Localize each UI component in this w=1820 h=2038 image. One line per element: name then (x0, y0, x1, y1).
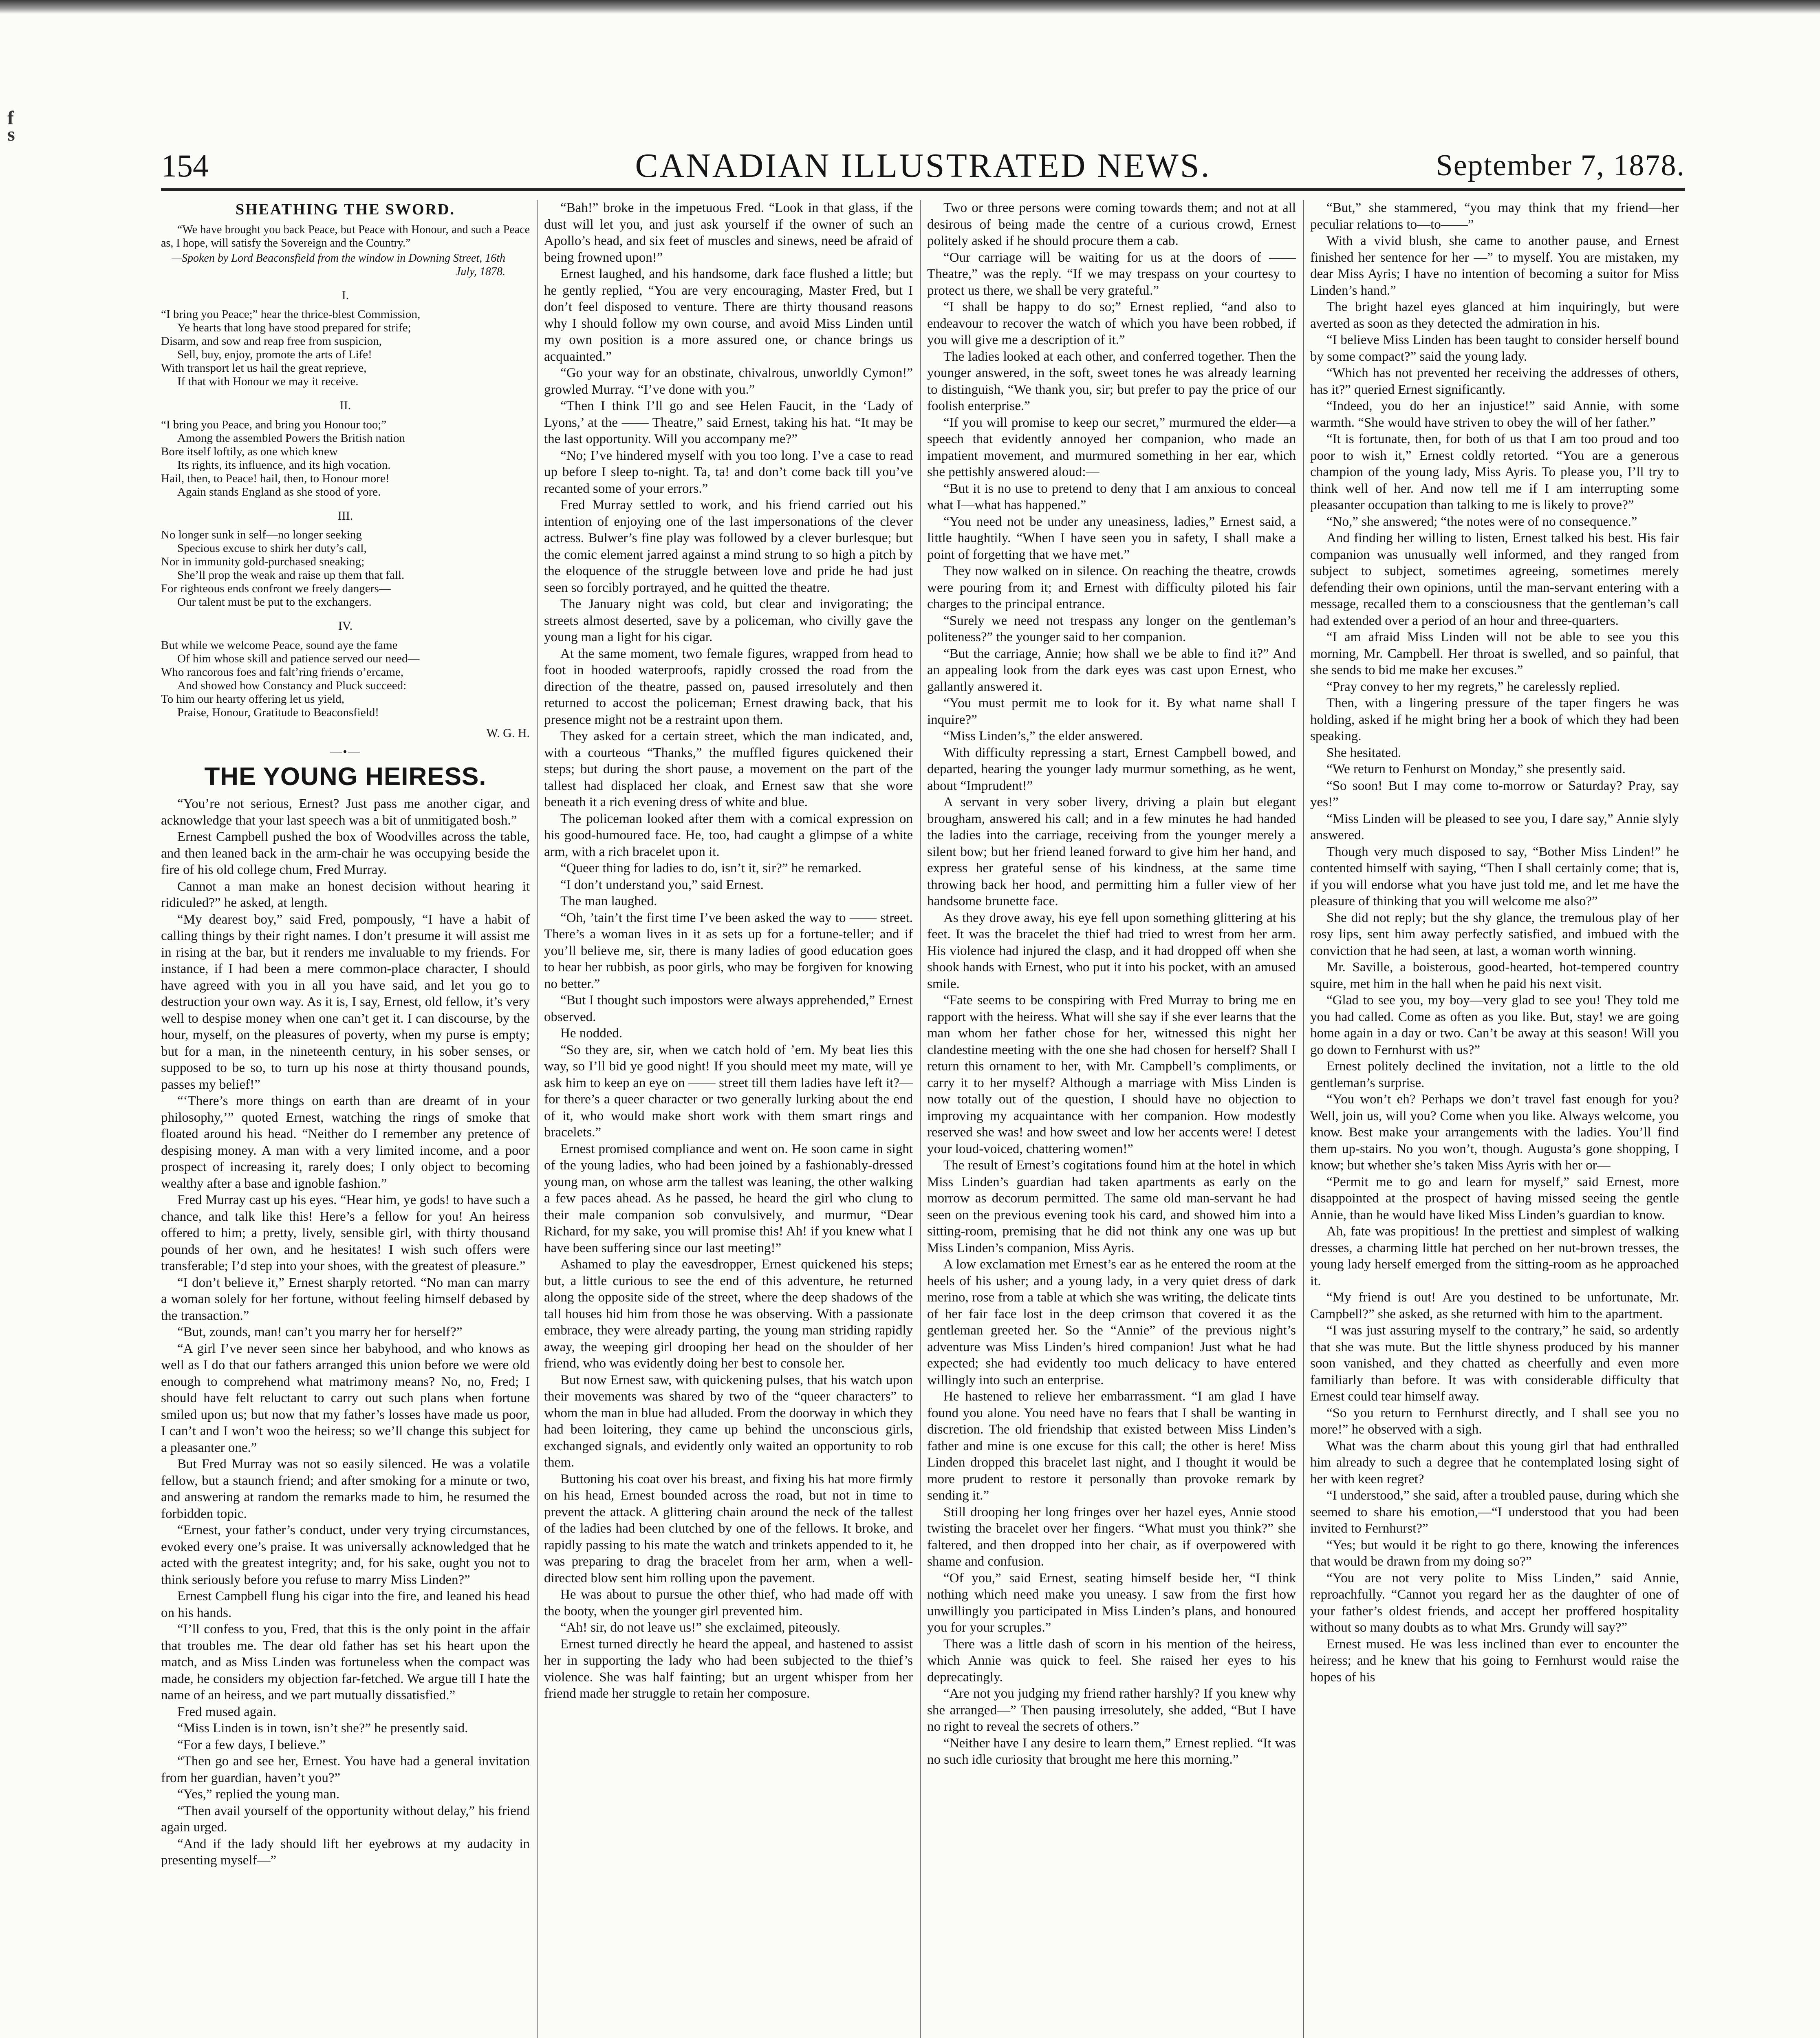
story-paragraph: “No,” she answered; “the notes were of no consequence.” (1326, 514, 1637, 529)
separator: —•— (330, 745, 361, 759)
stanza-number: II. (339, 399, 351, 412)
story-text-col-1 (161, 796, 530, 1869)
story-paragraph: Ernest Campbell pushed the box of Woodvilles across the table, and then leaned back in the arm-chair he was occupying beside the fire of his old college chum, Fred Murray. (161, 829, 530, 877)
stanza (161, 308, 530, 388)
story-paragraph: “Ernest, your father’s conduct, under very trying circumstances, evoked every one’s praise. It was universally acknowledged that he acted with the greatest integrity; and, for his sake, ought you not to think seriously before you refuse to marry Miss Linden?” (161, 1523, 530, 1587)
story-paragraph: “I don’t understand you,” said Ernest. (560, 877, 764, 892)
story-paragraph: “If you will promise to keep our secret,” murmured the elder—a speech that evidently annoyed her companion, who made an impatient movement, and murmured something in her ear, which she pettishly answered aloud:— (927, 415, 1296, 479)
story-paragraph: She did not reply; but the shy glance, the tremulous play of her rosy lips, sent him away perfectly satisfied, and imbued with the conviction that he had seen, at last, a woman worth winning. (1310, 910, 1679, 958)
story-paragraph: Fred Murray cast up his eyes. “Hear him, ye gods! to have such a chance, and talk like this! Here’s a fellow for you! An heiress offered to him; a pretty, lively, sensible girl, with thirty thousand pounds of her own, and he hesitates! I wish such offers were transferable; I’d step into your shoes, with the greatest of pleasure.” (161, 1193, 530, 1273)
poem-line: Hail, then, to Peace! hail, then, to Honour more! (161, 472, 390, 485)
story-paragraph: “But,” she stammered, “you may think that my friend—her peculiar relations to—to——” (1310, 201, 1679, 232)
story-paragraph: “Indeed, you do her an injustice!” said Annie, with some warmth. “She would have striven to obey the will of her father.” (1310, 399, 1679, 430)
poem-line: “I bring you Peace;” hear the thrice-blest Commission, (161, 308, 421, 321)
story-paragraph: “Miss Linden’s,” the elder answered. (943, 729, 1143, 743)
story-paragraph: Ernest mused. He was less inclined than ever to encounter the heiress; and he knew that his going to Fernhurst would raise the hopes of his (1310, 1637, 1679, 1685)
poem-line: Who rancorous foes and falt’ring friends o’ercame, (161, 665, 404, 679)
story-paragraph: Then, with a lingering pressure of the taper fingers he was holding, asked if he might bring her a book of which they had been speaking. (1310, 696, 1679, 743)
story-paragraph: “Which has not prevented her receiving the addresses of others, has it?” queried Ernest significantly. (1310, 366, 1679, 397)
column-rule (1303, 200, 1304, 2038)
story-paragraph: Still drooping her long fringes over her hazel eyes, Annie stood twisting the bracelet over her fingers. “What must you think?” she faltered, and then dropped into her chair, as if overpowered with shame and confusion. (927, 1504, 1296, 1569)
story-paragraph: “Surely we need not trespass any longer on the gentleman’s politeness?” the younger said to her companion. (927, 613, 1296, 644)
poem-line: If that with Honour we may it receive. (177, 375, 359, 388)
story-paragraph: “Yes,” replied the young man. (177, 1787, 340, 1802)
story-paragraph: Ernest Campbell flung his cigar into the fire, and leaned his head on his hands. (161, 1589, 530, 1620)
poem-line: To him our hearty offering let us yield, (161, 692, 345, 706)
story-paragraph: “Glad to see you, my boy—very glad to see you! They told me you had called. Come as often as you like. But, stay! we are going home again in a day or two. Can’t be away at this season! Will you go down to Fernhurst with us?” (1310, 993, 1679, 1057)
column-rule (537, 200, 538, 2038)
story-paragraph: They now walked on in silence. On reaching the theatre, crowds were pouring from it; and Ernest with difficulty piloted his fair charges to the principal entrance. (927, 564, 1296, 611)
story-paragraph: At the same moment, two female figures, wrapped from head to foot in hooded waterproofs, rapidly crossed the road from the direction of the theatre, passed on, paused irresolutely and then returned to accost the policeman; Ernest drawing back, that his presence might not be a restraint upon them. (544, 646, 913, 727)
scan-edge (0, 0, 1820, 14)
story-paragraph: “Yes; but would it be right to go there, knowing the inferences that would be drawn from my doing so?” (1310, 1537, 1679, 1569)
stanza-number: IV. (338, 619, 353, 633)
story-title: THE YOUNG HEIRESS. (204, 762, 487, 791)
story-paragraph: Fred mused again. (177, 1704, 276, 1719)
story-paragraph: Ernest laughed, and his handsome, dark face flushed a little; but he gently replied, “You are very encouraging, Master Fred, but I don’t feel disposed to venture. There are thirty thousand reasons why I should follow my own course, and avoid Miss Linden until my own position is a more assured one, or chance brings us acquainted.” (544, 267, 913, 364)
story-paragraph: “Ah! sir, do not leave us!” she exclaimed, piteously. (560, 1620, 840, 1635)
story-paragraph: “Miss Linden will be pleased to see you, I dare say,” Annie slyly answered. (1310, 811, 1679, 843)
header-rule (161, 188, 1685, 191)
poem-line: But while we welcome Peace, sound aye the fame (161, 638, 398, 652)
column-3 (927, 200, 1296, 2038)
story-paragraph: “My friend is out! Are you destined to be unfortunate, Mr. Campbell?” she asked, as she returned with him to the apartment. (1310, 1290, 1679, 1321)
story-paragraph: Fred Murray settled to work, and his friend carried out his intention of enjoying one of the last impersonations of the clever actress. Bulwer’s fine play was followed by a clever burlesque; but the comic element jarred against a mind strung to so high a pitch by the eloquence of the struggle between love and pride he had just seen so forcibly portrayed, and he quitted the theatre. (544, 498, 913, 595)
stanza (161, 528, 530, 609)
poem-line: For righteous ends confront we freely dangers— (161, 582, 391, 595)
story-paragraph: “No; I’ve hindered myself with you too long. I’ve a case to read up before I sleep to-night. Ta, ta! and don’t come back till you’ve recanted some of your errors.” (544, 448, 913, 496)
story-paragraph: “I don’t believe it,” Ernest sharply retorted. “No man can marry a woman solely for her fortune, without feeling himself debased by the transaction.” (161, 1275, 530, 1323)
story-paragraph: The January night was cold, but clear and invigorating; the streets almost deserted, save by a policeman, who civilly gave the young man a light for his cigar. (544, 597, 913, 644)
story-paragraph: “You’re not serious, Ernest? Just pass me another cigar, and acknowledge that your last speech was a bit of unmitigated bosh.” (161, 796, 530, 828)
story-paragraph: “Go your way for an obstinate, chivalrous, unworldly Cymon!” growled Murray. “I’ve done with you.” (544, 366, 913, 397)
story-paragraph: She hesitated. (1326, 745, 1401, 760)
poem-line: Specious excuse to shirk her duty’s call, (177, 542, 367, 555)
stanza-number: I. (342, 288, 349, 302)
stanza-number: III. (337, 509, 353, 523)
story-paragraph: “Then I think I’ll go and see Helen Faucit, in the ‘Lady of Lyons,’ at the —— Theatre,” said Ernest, taking his hat. “It may be the last opportunity. Will you accompany me?” (544, 399, 913, 446)
column-4 (1310, 200, 1679, 2038)
story-paragraph: “You need not be under any uneasiness, ladies,” Ernest said, a little haughtily. “When I have seen you in safety, I shall make a point of forgetting that we have met.” (927, 514, 1296, 562)
poem-line: Nor in immunity gold-purchased sneaking; (161, 555, 365, 568)
poem-line: And showed how Constancy and Pluck succeed: (177, 679, 407, 692)
poem-line: “I bring you Peace, and bring you Honour too;” (161, 418, 387, 431)
column-rule (920, 200, 921, 2038)
story-paragraph: “And if the lady should lift her eyebrows at my audacity in presenting myself—” (161, 1836, 530, 1868)
story-paragraph: “I believe Miss Linden has been taught to consider herself bound by some compact?” said the young lady. (1310, 333, 1679, 364)
story-paragraph: “But the carriage, Annie; how shall we be able to find it?” And an appealing look from the dark eyes was cast upon Ernest, who gallantly answered it. (927, 646, 1296, 694)
story-paragraph: “I shall be happy to do so;” Ernest replied, “and also to endeavour to recover the watch of which you have been robbed, if you will give me a description of it.” (927, 300, 1296, 347)
masthead: CANADIAN ILLUSTRATED NEWS. (635, 147, 1211, 185)
poem-line: Again stands England as she stood of yore. (177, 485, 381, 498)
story-paragraph: But Fred Murray was not so easily silenced. He was a volatile fellow, but a staunch friend; and after smoking for a minute or two, and answering at random the remarks made to him, he resumed the forbidden topic. (161, 1457, 530, 1521)
story-paragraph: “Are not you judging my friend rather harshly? If you knew why she arranged—” Then pausing irresolutely, she added, “But I have no right to reveal the secrets of others.” (927, 1686, 1296, 1734)
story-paragraph: The bright hazel eyes glanced at him inquiringly, but were averted as soon as they detected the admiration in his. (1310, 300, 1679, 331)
poem-line: Ye hearts that long have stood prepared for strife; (177, 321, 411, 334)
story-paragraph: The result of Ernest’s cogitations found him at the hotel in which Miss Linden’s guardian had taken apartments as early on the morrow as decorum permitted. The same old man-servant he had seen on the previous evening took his card, and showed him into a sitting-room, premising that he did not think any one was up but Miss Linden’s companion, Miss Ayris. (927, 1158, 1296, 1255)
story-paragraph: “Permit me to go and learn for myself,” said Ernest, more disappointed at the prospect of having missed seeing the gentle Annie, than he would have liked Miss Linden’s guardian to know. (1310, 1174, 1679, 1222)
poem-line: Bore itself loftily, as one which knew (161, 445, 338, 458)
story-paragraph: But now Ernest saw, with quickening pulses, that his watch upon their movements was shared by two of the “queer characters” to whom the man in blue had alluded. From the doorway in which they had been loitering, they came up behind the unconscious girls, exchanged signals, and evidently only waited an opportunity to rob them. (544, 1372, 913, 1470)
poem-attribution: —Spoken by Lord Beaconsfield from the window in Downing Street, 16th July, 1878. (172, 251, 505, 278)
story-paragraph: “But, zounds, man! can’t you marry her for herself?” (177, 1325, 463, 1339)
story-paragraph: “I understood,” she said, after a troubled pause, during which she seemed to share his emotion,—“I understood that you had been invited to Fernhurst?” (1310, 1488, 1679, 1536)
story-paragraph: Though very much disposed to say, “Bother Miss Linden!” he contented himself with saying, “Then I shall certainly come; that is, if you will endorse what you have just told me, and let me have the pleasure of thinking that you will welcome me also?” (1310, 844, 1679, 909)
poem-title: SHEATHING THE SWORD. (236, 201, 455, 218)
story-paragraph: “We return to Fenhurst on Monday,” she presently said. (1326, 762, 1626, 776)
page-number: 154 (161, 148, 209, 183)
story-paragraph: The man laughed. (560, 894, 657, 909)
story-paragraph: “For a few days, I believe.” (177, 1737, 326, 1752)
story-paragraph: “Oh, ’tain’t the first time I’ve been asked the way to —— street. There’s a woman lives in it as sets up for a fortune-teller; and if you’ll believe me, sir, there is many ladies of good education goes to hear her rubbish, as poor girls, who may be forgiven for knowing no better.” (544, 910, 913, 991)
margin-marks: f s (7, 107, 15, 145)
poem-stanzas (161, 287, 530, 719)
page-header (161, 143, 1685, 187)
story-paragraph: “So you return to Fernhurst directly, and I shall see you no more!” he observed with a sigh. (1310, 1405, 1679, 1437)
story-paragraph: “A girl I’ve never seen since her babyhood, and who knows as well as I do that our fathers arranged this union before we were old enough to comprehend what matrimony means? No, no, Fred; I should have felt reluctant to carry out such plans when fortune smiled upon us; but now that my father’s losses have made us poor, I can’t and I won’t woo the heiress; so we’ll change this subject for a pleasanter one.” (161, 1341, 530, 1455)
story-paragraph: “It is fortunate, then, for both of us that I am too proud and too poor to wish it,” Ernest coldly retorted. “You are a generous champion of the young lady, Miss Ayris. To please you, I’ll try to think well of her. And now tell me if I am interrupting some pleasanter occupation than talking to me is likely to prove?” (1310, 432, 1679, 512)
story-paragraph: Two or three persons were coming towards them; and not at all desirous of being made the centre of a curious crowd, Ernest politely asked if he should procure them a cab. (927, 201, 1296, 248)
column-2 (544, 200, 913, 2038)
story-paragraph: “Our carriage will be waiting for us at the doors of —— Theatre,” was the reply. “If we may trespass on your courtesy to protect us there, we shall be very grateful.” (927, 250, 1296, 298)
story-paragraph: As they drove away, his eye fell upon something glittering at his feet. It was the bracelet the thief had tried to wrest from her arm. His violence had injured the clasp, and it had dropped off when she shook hands with Ernest, who put it into his pocket, with an amused smile. (927, 910, 1296, 991)
story-text-col-4 (1310, 200, 1679, 1685)
story-paragraph: A low exclamation met Ernest’s ear as he entered the room at the heels of his usher; and a young lady, in a very quiet dress of dark merino, rose from a table at which she was writing, the delicate tints of her fair face lost in the deep crimson that covered it as the gentleman greeted her. So the “Annie” of the previous night’s adventure was Miss Linden’s hired companion! Just what he had expected; she had evidently too much delicacy to have entered willingly into such an enterprise. (927, 1257, 1296, 1387)
story-paragraph: Ashamed to play the eavesdropper, Ernest quickened his steps; but, a little curious to see the end of this adventure, he returned along the opposite side of the street, where the deep shadows of the tall houses hid him from those he was observing. With a passionate embrace, they were already parting, the young man striding rapidly away, the weeping girl drooping her head on the shoulder of her friend, who was evidently doing her best to console her. (544, 1257, 913, 1371)
story-paragraph: The policeman looked after them with a comical expression on his good-humoured face. He, too, had caught a glimpse of a white arm, with a rich bracelet upon it. (544, 811, 913, 859)
poem-line: Its rights, its influence, and its high vocation. (177, 458, 391, 472)
story-paragraph: “Of you,” said Ernest, seating himself beside her, “I think nothing which need make you uneasy. I saw from the first how unwillingly you participated in Miss Linden’s plans, and honoured you for your scruples.” (927, 1570, 1296, 1635)
story-paragraph: Ernest politely declined the invitation, not a little to the old gentleman’s surprise. (1310, 1059, 1679, 1090)
story-paragraph: A servant in very sober livery, driving a plain but elegant brougham, answered his call; and in a few minutes he had handed the ladies into the carriage, receiving from the younger merely a silent bow; but her friend leaned forward to give him her hand, and express her grateful sense of his kindness, at the same time throwing back her hood, and permitting him a fuller view of her handsome brunette face. (927, 795, 1296, 909)
stanza (161, 639, 530, 719)
story-text-col-3 (927, 200, 1296, 1768)
poem-line: She’ll prop the weak and raise up them that fall. (177, 569, 405, 582)
story-paragraph: “Queer thing for ladies to do, isn’t it, sir?” he remarked. (560, 861, 862, 876)
story-text-col-2 (544, 200, 913, 1702)
story-paragraph: There was a little dash of scorn in his mention of the heiress, which Annie was quick to feel. She raised her eyes to his deprecatingly. (927, 1637, 1296, 1685)
story-paragraph: “Fate seems to be conspiring with Fred Murray to bring me en rapport with the heiress. What will she say if she ever learns that the man whom her father chose for her, witnessed this night her clandestine meeting with the one she had chosen for herself? Shall I return this ornament to her, with Mr. Campbell’s compliments, or carry it to her myself? Although a marriage with Miss Linden is now totally out of the question, I should have no objection to improving my acquaintance with her companion. How modestly reserved she was! and how sweet and low her accents were! I detest your loud-voiced, chattering women!” (927, 993, 1296, 1156)
poem-line: Praise, Honour, Gratitude to Beaconsfield! (177, 706, 379, 719)
story-paragraph: Ah, fate was propitious! In the prettiest and simplest of walking dresses, a charming little hat perched on her nut-brown tresses, the young lady herself emerged from the sitting-room as he approached it. (1310, 1224, 1679, 1288)
story-paragraph: He nodded. (560, 1026, 623, 1041)
poem-line: Of him whose skill and patience served our need— (177, 652, 420, 665)
story-paragraph: He was about to pursue the other thief, who had made off with the booty, when the younger girl prevented him. (544, 1587, 913, 1619)
story-paragraph: “‘There’s more things on earth than are dreamt of in your philosophy,’” quoted Ernest, watching the rings of smoke that floated around his head. “Neither do I remember any pretence of despising money. A man with a very limited income, and a poor prospect of increasing it, rarely does; I only object to becoming wealthy after a base and ignoble fashion.” (161, 1094, 530, 1191)
poem-signature: W. G. H. (486, 726, 530, 740)
story-paragraph: “Bah!” broke in the impetuous Fred. “Look in that glass, if the dust will let you, and just ask yourself if the owner of such an Apollo’s head, and six feet of muscles and sinews, need be afraid of being frowned upon!” (544, 201, 913, 265)
issue-date: September 7, 1878. (1436, 149, 1685, 182)
story-paragraph: He hastened to relieve her embarrassment. “I am glad I have found you alone. You need have no fears that I shall be wanting in discretion. The old friendship that existed between Miss Linden’s father and mine is one excuse for this call; the other is here! Miss Linden dropped this bracelet last night, and I thought it would be more prudent to restore it personally than provoke remark by sending it.” (927, 1389, 1296, 1503)
story-paragraph: Cannot a man make an honest decision without hearing it ridiculed?” he asked, at length. (161, 879, 530, 910)
story-paragraph: “You must permit me to look for it. By what name shall I inquire?” (927, 696, 1296, 727)
poem-line: Sell, buy, enjoy, promote the arts of Life! (177, 348, 372, 361)
story-paragraph: “But it is no use to pretend to deny that I am anxious to conceal what I—what has happened.” (927, 481, 1296, 512)
poem-line: With transport let us hail the great reprieve, (161, 362, 367, 375)
story-paragraph: “You are not very polite to Miss Linden,” said Annie, reproachfully. “Cannot you regard her as the daughter of one of your father’s oldest friends, and accept her proffered hospitality without so many doubts as to what Mrs. Grundy will say?” (1310, 1570, 1679, 1635)
story-paragraph: “But I thought such impostors were always apprehended,” Ernest observed. (544, 993, 913, 1024)
story-paragraph: “I’ll confess to you, Fred, that this is the only point in the affair that troubles me. The dear old father has set his heart upon the match, and as Miss Linden was fortuneless when the compact was made, he considers my objection far-fetched. We argue till I hate the name of an heiress, and we part mutually dissatisfied.” (161, 1622, 530, 1703)
story-paragraph: “Then go and see her, Ernest. You have had a general invitation from her guardian, haven’t you?” (161, 1754, 530, 1785)
story-paragraph: “Pray convey to her my regrets,” he carelessly replied. (1326, 679, 1620, 694)
story-paragraph: Ernest turned directly he heard the appeal, and hastened to assist her in supporting the lady who had been subjected to the thief’s violence. She was half fainting; but an urgent whisper from her friend made her struggle to retain her composure. (544, 1637, 913, 1701)
story-paragraph: “You won’t eh? Perhaps we don’t travel fast enough for you? Well, join us, will you? Come when you like. Always welcome, you know. Best make your arrangements with the ladies. You’ll find them up-stairs. No you won’t, though. Augusta’s gone shopping, I know; but whether she’s taken Miss Ayris with her or— (1310, 1092, 1679, 1173)
story-paragraph: Ernest promised compliance and went on. He soon came in sight of the young ladies, who had been joined by a fashionably-dressed young man, on whose arm the tallest was leaning, the other walking a few paces ahead. As he passed, he heard the girl who clung to their male companion sob convulsively, and murmur, “Dear Richard, for my sake, you will promise this! Ah! if you knew what I have been suffering since our last meeting!” (544, 1141, 913, 1255)
story-paragraph: “I was just assuring myself to the contrary,” he said, so ardently that she was mute. But the little shyness produced by his manner soon vanished, and they chatted as cheerfully and even more familiarly than before. It was with considerable difficulty that Ernest could tear himself away. (1310, 1323, 1679, 1404)
column-1 (161, 200, 530, 2038)
poem-line: Disarm, and sow and reap free from suspicion, (161, 335, 382, 348)
story-paragraph: And finding her willing to listen, Ernest talked his best. His fair companion was unusually well informed, and they ranged from subject to subject, sometimes agreeing, sometimes merely defending their own opinions, until the man-servant entering with a message, recalled them to a consciousness that the gentleman’s call had extended over a period of an hour and three-quarters. (1310, 531, 1679, 628)
story-paragraph: “So they are, sir, when we catch hold of ’em. My beat lies this way, so I’ll bid ye good night! If you should meet my mate, will ye ask him to keep an eye on —— street till them ladies have left it?—for there’s a queer character or two generally lurking about the end of it, who would make short work with them smart rings and bracelets.” (544, 1042, 913, 1140)
poem-epigraph: “We have brought you back Peace, but Peace with Honour, and such a Peace as, I hope, will satisfy the Sovereign and the Country.” (161, 223, 530, 249)
story-paragraph: With difficulty repressing a start, Ernest Campbell bowed, and departed, hearing the younger lady murmur something, as he went, about “Imprudent!” (927, 745, 1296, 793)
story-paragraph: They asked for a certain street, which the man indicated, and, with a courteous “Thanks,” the muffled figures quickened their steps; but during the short pause, a movement on the part of the tallest had displaced her cloak, and Ernest saw that she wore beneath it a rich evening dress of white and blue. (544, 729, 913, 809)
poem-line: Among the assembled Powers the British nation (177, 431, 405, 445)
story-paragraph: What was the charm about this young girl that had enthralled him already to such a degree that he contemplated losing sight of her with keen regret? (1310, 1438, 1679, 1487)
story-paragraph: The ladies looked at each other, and conferred together. Then the younger answered, in the soft, sweet tones he was already learning to distinguish, “We thank you, sir; but prefer to pay the price of our foolish enterprise.” (927, 349, 1296, 413)
poem-line: No longer sunk in self—no longer seeking (161, 528, 362, 541)
story-paragraph: “Miss Linden is in town, isn’t she?” he presently said. (177, 1721, 468, 1736)
story-paragraph: “I am afraid Miss Linden will not be able to see you this morning, Mr. Campbell. Her throat is swelled, and so painful, that she sends to bid me make her excuses.” (1310, 630, 1679, 677)
story-paragraph: With a vivid blush, she came to another pause, and Ernest finished her sentence for her —” to myself. You are mistaken, my dear Miss Ayris; I have no intention of becoming a suitor for Miss Linden’s hand.” (1310, 234, 1679, 298)
story-paragraph: “Then avail yourself of the opportunity without delay,” his friend again urged. (161, 1803, 530, 1835)
poem-line: Our talent must be put to the exchangers. (177, 596, 372, 609)
story-paragraph: Mr. Saville, a boisterous, good-hearted, hot-tempered country squire, met him in the hall when he paid his next visit. (1310, 960, 1679, 991)
story-paragraph: “My dearest boy,” said Fred, pompously, “I have a habit of calling things by their right names. I don’t presume it will assist me in rising at the bar, but it renders me invaluable to my friends. For instance, if I had been a mere common-place character, I should have agreed with you in all you have said, and let you go to destruction your own way. As it is, I say, Ernest, old fellow, it’s very well to despise money when one can’t get it. I can discourse, by the hour, myself, on the pleasures of poverty, when my purse is empty; but for a man, in the nineteenth century, in his sober senses, or supposed to be so, to turn up his nose at thirty thousand pounds, passes my belief!” (161, 912, 530, 1092)
story-paragraph: “So soon! But I may come to-morrow or Saturday? Pray, say yes!” (1310, 778, 1679, 809)
story-paragraph: Buttoning his coat over his breast, and fixing his hat more firmly on his head, Ernest bounded across the road, but not in time to prevent the attack. A glittering chain around the neck of the tallest of the ladies had been clutched by one of the fellows. It broke, and rapidly passing to his mate the watch and trinkets appended to it, he was preparing to drag the bracelet from her arm, when a well-directed blow sent him rolling upon the pavement. (544, 1471, 913, 1586)
stanza (161, 418, 530, 499)
story-paragraph: “Neither have I any desire to learn them,” Ernest replied. “It was no such idle curiosity that brought me here this morning.” (927, 1736, 1296, 1767)
